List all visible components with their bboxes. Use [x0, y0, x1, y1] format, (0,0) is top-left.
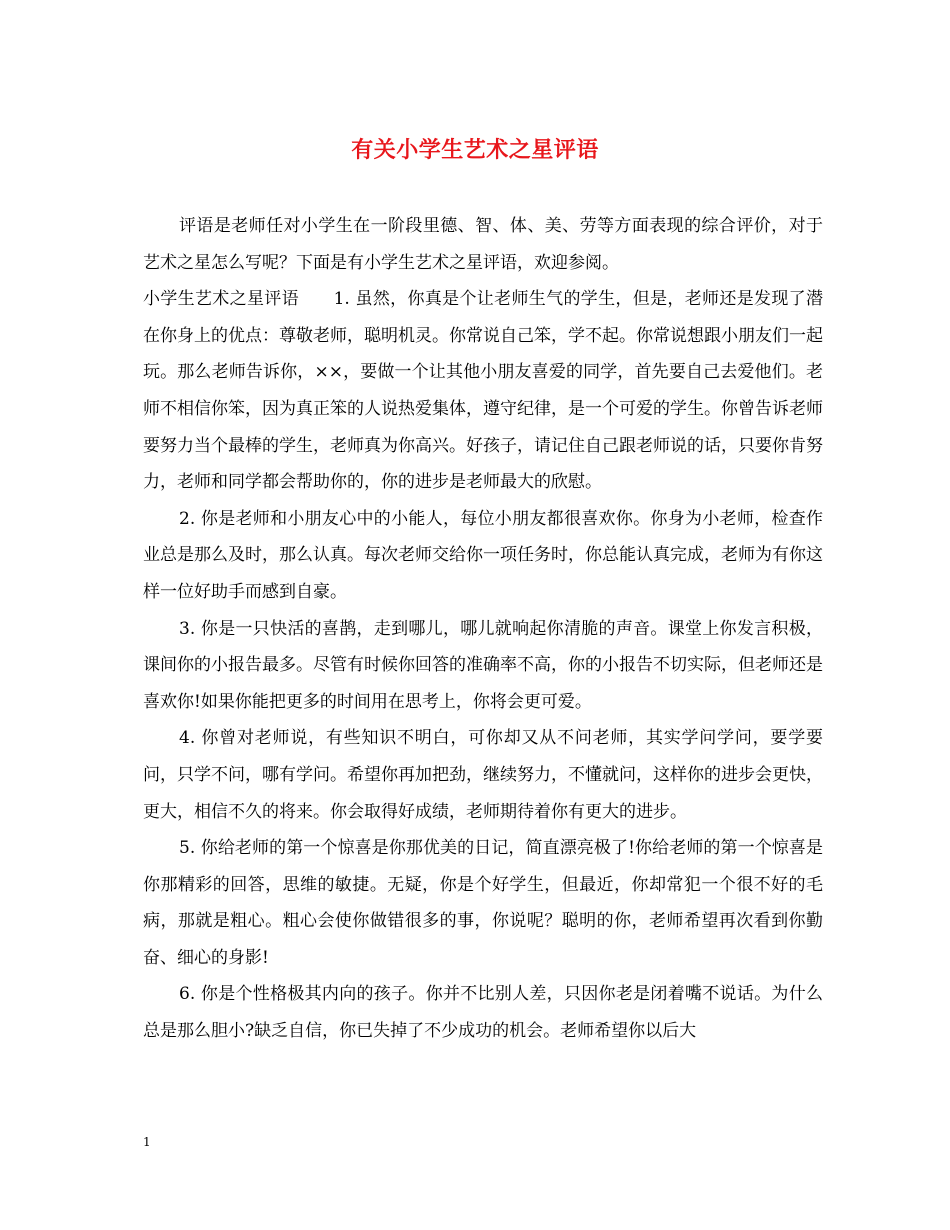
intro-paragraph: 评语是老师任对小学生在一阶段里德、智、体、美、劳等方面表现的综合评价，对于艺术之星怎么写呢？下面是有小学生艺术之星评语，欢迎参阅。	[143, 216, 823, 273]
comment-paragraph-4: 4. 你曾对老师说，有些知识不明白，可你却又从不问老师，其实学问学问，要学要问，只学不问，哪有学问。希望你再加把劲，继续努力，不懂就问，这样你的进步会更快，更大，相信不久的将来。你会取得好成绩，老师期待着你有更大的进步。	[143, 728, 823, 822]
comment-paragraph-3: 3. 你是一只快活的喜鹊，走到哪儿，哪儿就响起你清脆的声音。课堂上你发言积极，课间你的小报告最多。尽管有时候你回答的准确率不高，你的小报告不切实际，但老师还是喜欢你!如果你能把更多的时间用在思考上，你将会更可爱。	[143, 618, 823, 712]
page-number: 1	[143, 1135, 151, 1149]
comment-paragraph-6: 6. 你是个性格极其内向的孩子。你并不比别人差，只因你老是闭着嘴不说话。为什么总是那么胆小?缺乏自信，你已失掉了不少成功的机会。老师希望你以后大	[143, 984, 823, 1042]
document-body	[143, 208, 823, 1050]
document-title: 有关小学生艺术之星评语	[351, 137, 599, 163]
comment-paragraph-5: 5. 你给老师的第一个惊喜是你那优美的日记，简直漂亮极了!你给老师的第一个惊喜是你那精彩的回答，思维的敏捷。无疑，你是个好学生，但最近，你却常犯一个很不好的毛病，那就是粗心。粗心会使你做错很多的事，你说呢？聪明的你，老师希望再次看到你勤奋、细心的身影!	[143, 838, 823, 968]
comment-paragraph-1: 小学生艺术之星评语 1. 虽然，你真是个让老师生气的学生，但是，老师还是发现了潜在你身上的优点：尊敬老师，聪明机灵。你常说自己笨，学不起。你常说想跟小朋友们一起玩。那么老师告诉你，××，要做一个让其他小朋友喜爱的同学，首先要自己去爱他们。老师不相信你笨，因为真正笨的人说热爱集体，遵守纪律，是一个可爱的学生。你曾告诉老师要努力当个最棒的学生，老师真为你高兴。好孩子，请记住自己跟老师说的话，只要你肯努力，老师和同学都会帮助你的，你的进步是老师最大的欣慰。	[143, 289, 823, 493]
comment-paragraph-2: 2. 你是老师和小朋友心中的小能人，每位小朋友都很喜欢你。你身为小老师，检查作业总是那么及时，那么认真。每次老师交给你一项任务时，你总能认真完成，老师为有你这样一位好助手而感到自豪。	[143, 508, 823, 602]
